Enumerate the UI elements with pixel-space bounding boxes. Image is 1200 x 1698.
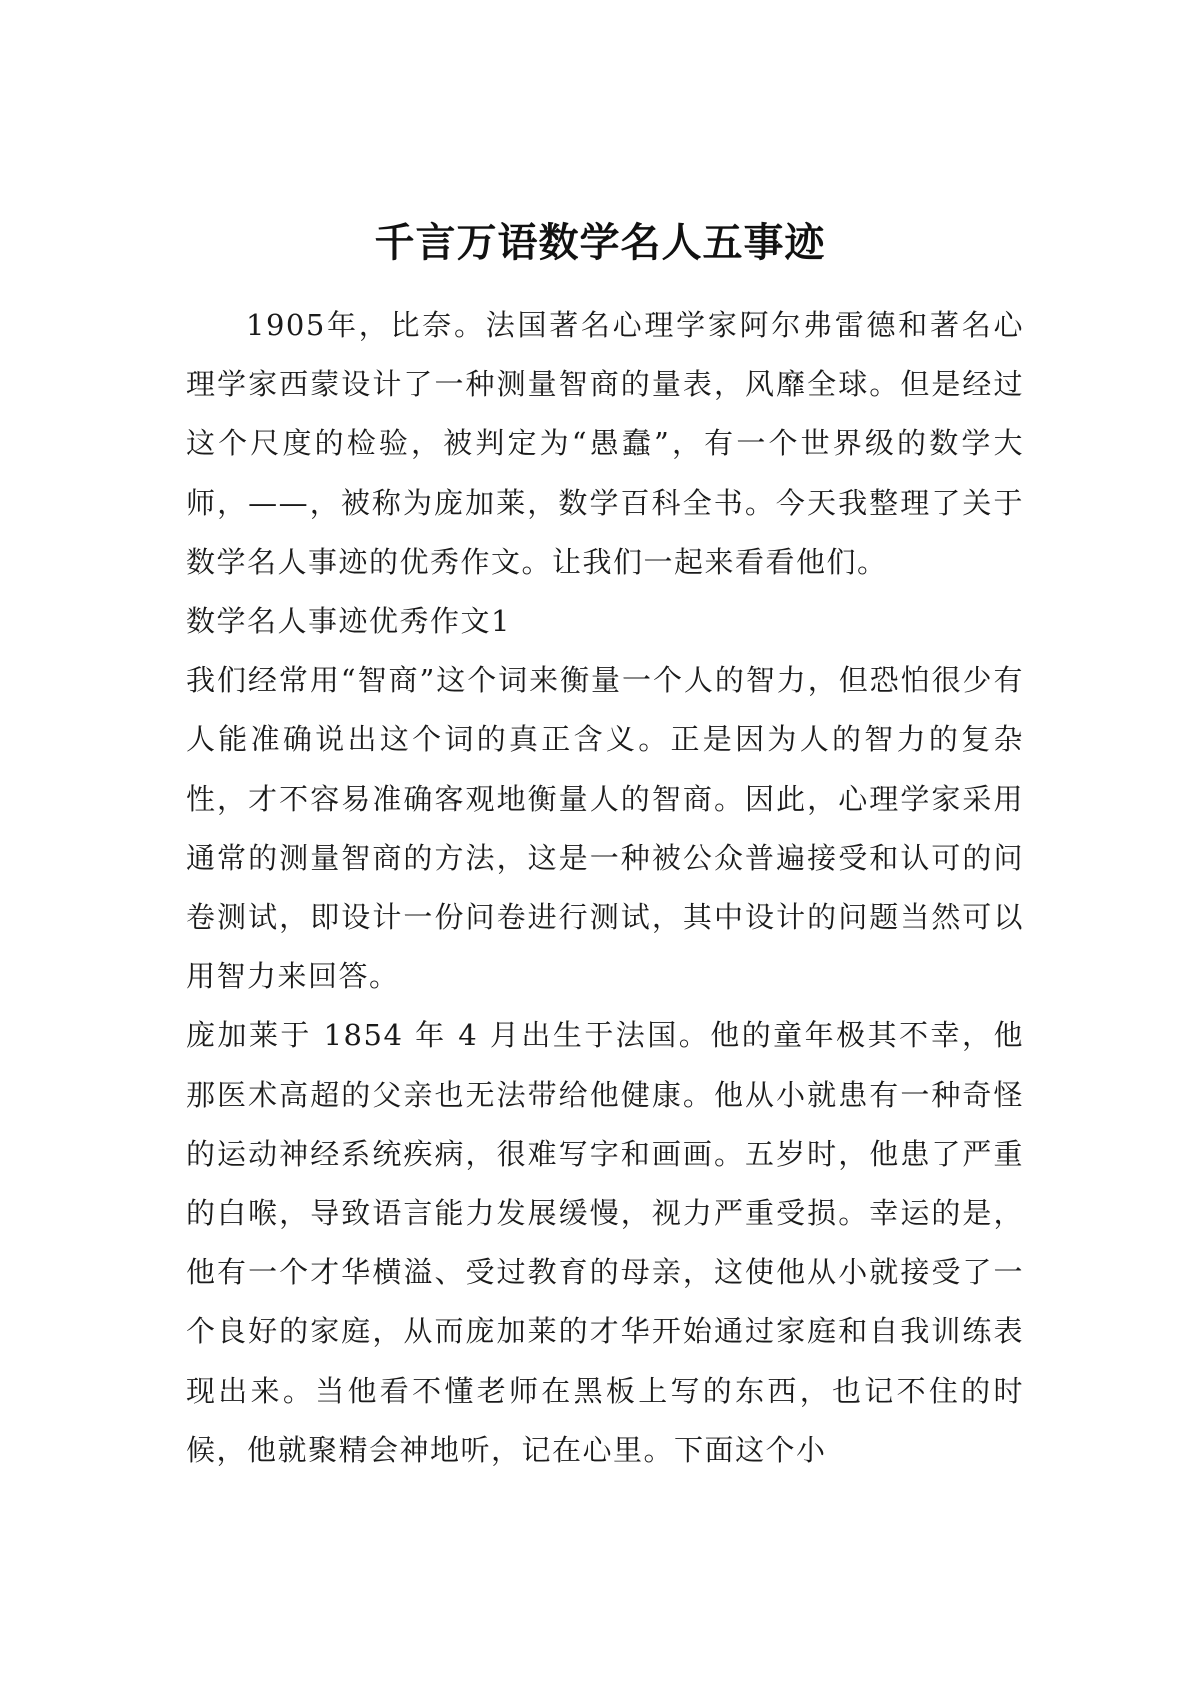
body-paragraph-poincare: 庞加莱于 1854 年 4 月出生于法国。他的童年极其不幸，他那医术高超的父亲也无法带给他健康。他从小就患有一种奇怪的运动神经系统疾病，很难写字和画画。五岁时，他患了严重的白喉，导致语言能力发展缓慢，视力严重受损。幸运的是，他有一个才华横溢、受过教育的母亲，这使他从小就接受了一个良好的家庭，从而庞加莱的才华开始通过家庭和自我训练表现出来。当他看不懂老师在黑板上写的东西，也记不住的时候，他就聚精会神地听，记在心里。下面这个小 <box>186 1018 1024 1467</box>
intro-paragraph: 1905年，比奈。法国著名心理学家阿尔弗雷德和著名心理学家西蒙设计了一种测量智商的量表，风靡全球。但是经过这个尺度的检验，被判定为“愚蠢”，有一个世界级的数学大师，——，被称为庞加莱，数学百科全书。今天我整理了关于数学名人事迹的优秀作文。让我们一起来看看他们。 <box>186 308 1024 579</box>
section-heading: 数学名人事迹优秀作文1 <box>186 604 511 639</box>
body-paragraph-iq: 我们经常用“智商”这个词来衡量一个人的智力，但恐怕很少有人能准确说出这个词的真正含义。正是因为人的智力的复杂性，才不容易准确客观地衡量人的智商。因此，心理学家采用通常的测量智商的方法，这是一种被公众普遍接受和认可的问卷测试，即设计一份问卷进行测试，其中设计的问题当然可以用智力来回答。 <box>186 663 1024 994</box>
document-body <box>186 296 1024 1480</box>
document-title: 千言万语数学名人五事迹 <box>374 219 826 266</box>
